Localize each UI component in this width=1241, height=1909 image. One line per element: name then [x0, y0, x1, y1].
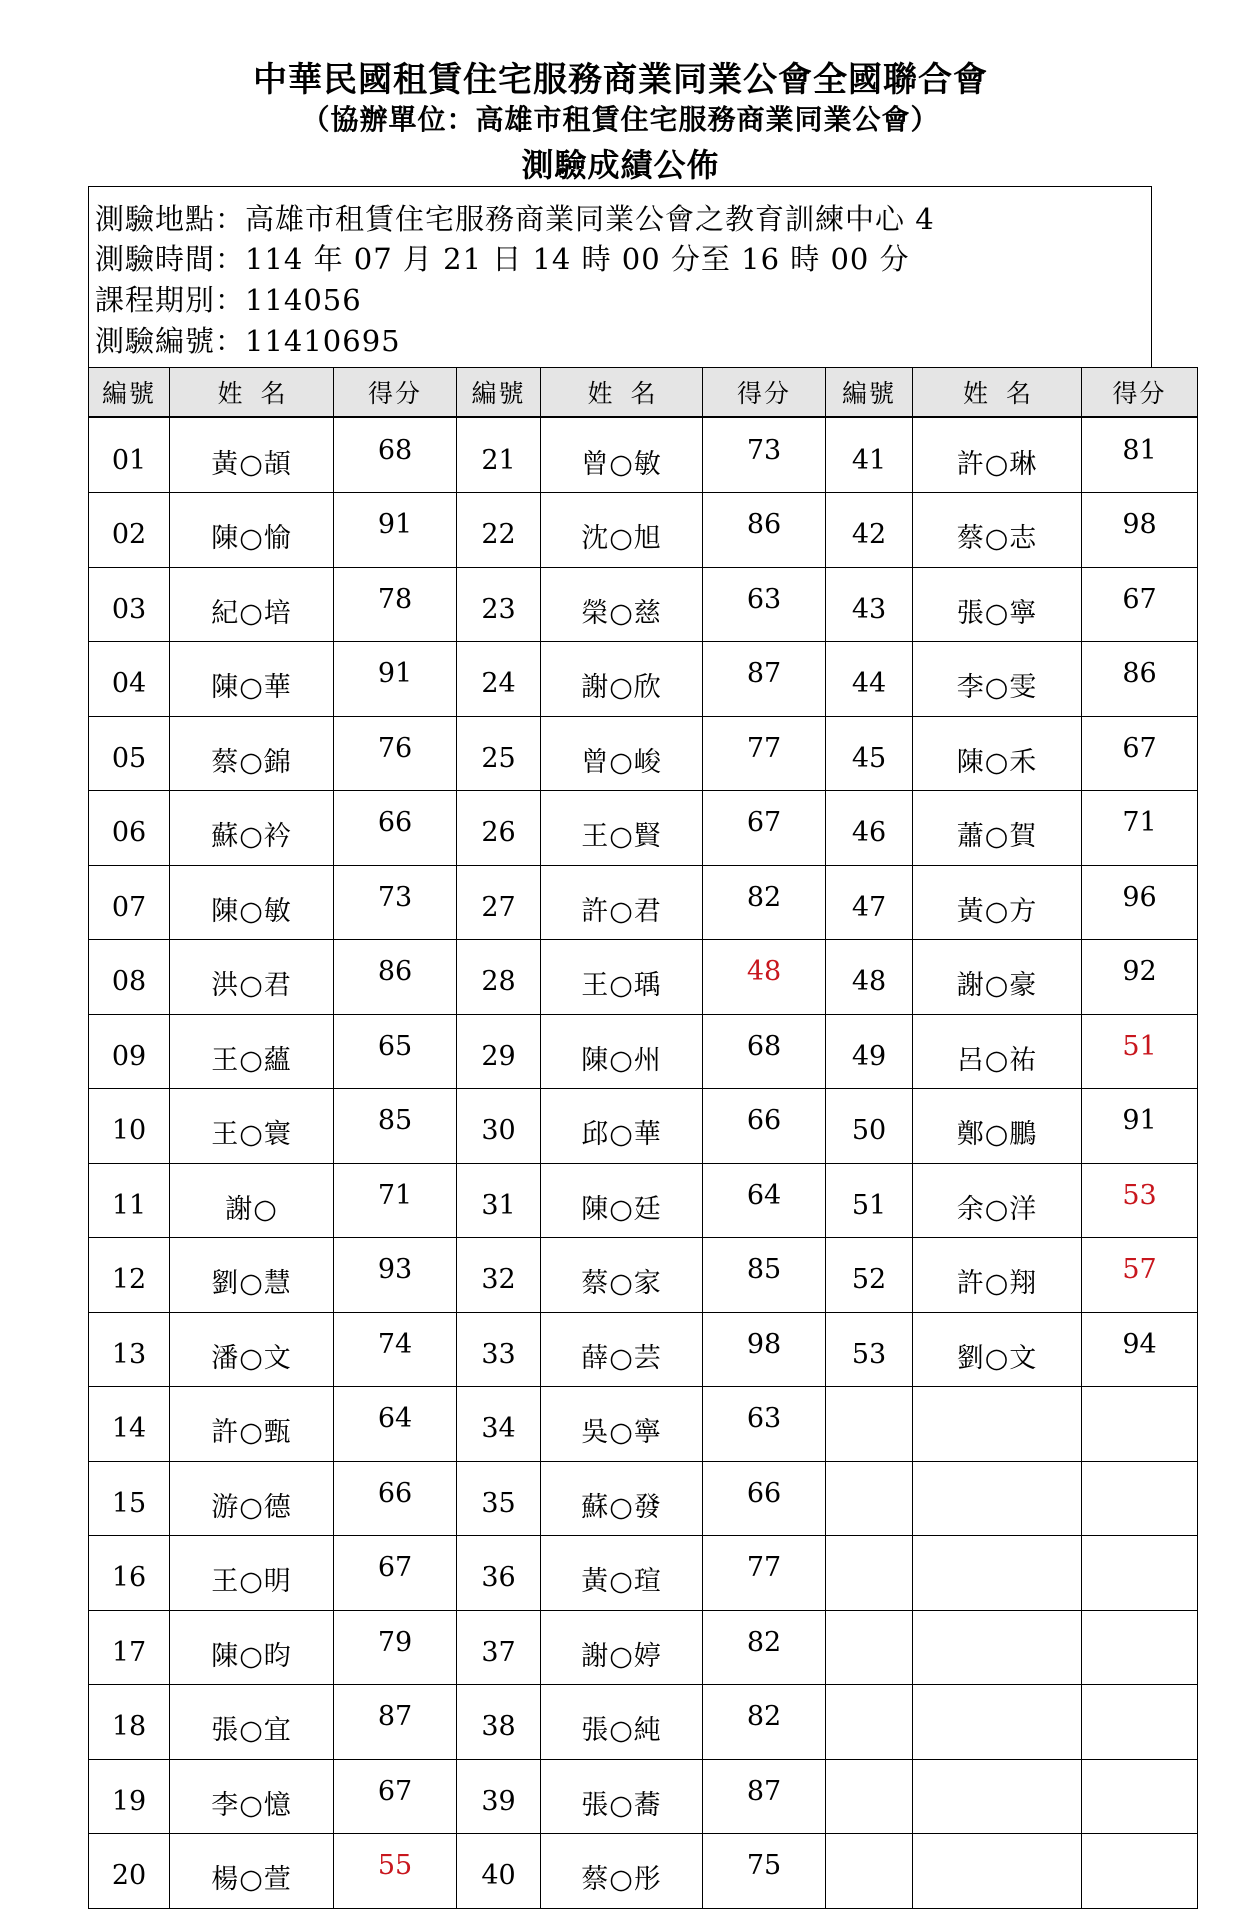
entry-number: 08	[89, 940, 170, 1015]
table-row	[89, 716, 1198, 791]
entry-score: 66	[703, 1089, 826, 1164]
empty-cell	[913, 1685, 1082, 1760]
entry-number: 07	[89, 865, 170, 940]
table-row	[89, 567, 1198, 642]
entry-score: 66	[334, 1461, 457, 1536]
entry-name: 曾○峻	[541, 716, 703, 791]
entry-name: 蘇○衿	[170, 791, 334, 866]
entry-name: 薛○芸	[541, 1312, 703, 1387]
entry-name: 呂○祐	[913, 1014, 1082, 1089]
scores-table	[88, 367, 1198, 1909]
empty-cell	[826, 1759, 913, 1834]
entry-name: 王○瑀	[541, 940, 703, 1015]
table-row	[89, 940, 1198, 1015]
entry-number: 28	[457, 940, 541, 1015]
table-row	[89, 417, 1198, 493]
entry-number: 15	[89, 1461, 170, 1536]
entry-number: 26	[457, 791, 541, 866]
entry-score: 68	[703, 1014, 826, 1089]
exam-time: 測驗時間：114 年 07 月 21 日 14 時 00 分至 16 時 00 分	[95, 242, 910, 276]
entry-score: 67	[703, 791, 826, 866]
entry-number: 49	[826, 1014, 913, 1089]
empty-cell	[826, 1461, 913, 1536]
scores-body	[89, 417, 1198, 1908]
entry-number: 46	[826, 791, 913, 866]
column-header: 得分	[334, 368, 457, 418]
entry-number: 14	[89, 1387, 170, 1462]
empty-cell	[913, 1387, 1082, 1462]
entry-number: 32	[457, 1238, 541, 1313]
entry-name: 張○純	[541, 1685, 703, 1760]
entry-name: 洪○君	[170, 940, 334, 1015]
empty-cell	[826, 1685, 913, 1760]
entry-number: 12	[89, 1238, 170, 1313]
entry-score: 64	[703, 1163, 826, 1238]
entry-name: 蘇○發	[541, 1461, 703, 1536]
entry-score: 79	[334, 1610, 457, 1685]
entry-score: 86	[334, 940, 457, 1015]
entry-number: 45	[826, 716, 913, 791]
entry-score: 57	[1082, 1238, 1198, 1313]
entry-name: 沈○旭	[541, 493, 703, 568]
entry-number: 31	[457, 1163, 541, 1238]
entry-number: 29	[457, 1014, 541, 1089]
entry-score: 67	[1082, 567, 1198, 642]
entry-score: 87	[703, 1759, 826, 1834]
entry-score: 48	[703, 940, 826, 1015]
column-header: 姓名	[541, 368, 703, 418]
entry-number: 02	[89, 493, 170, 568]
entry-score: 77	[703, 716, 826, 791]
empty-cell	[913, 1536, 1082, 1611]
entry-number: 42	[826, 493, 913, 568]
entry-name: 吳○寧	[541, 1387, 703, 1462]
entry-name: 蕭○賀	[913, 791, 1082, 866]
entry-name: 張○寧	[913, 567, 1082, 642]
entry-number: 23	[457, 567, 541, 642]
column-header: 編號	[826, 368, 913, 418]
table-row	[89, 642, 1198, 717]
entry-score: 67	[1082, 716, 1198, 791]
entry-name: 王○蘊	[170, 1014, 334, 1089]
empty-cell	[826, 1834, 913, 1909]
table-row	[89, 1685, 1198, 1760]
entry-name: 楊○萱	[170, 1834, 334, 1909]
entry-name: 李○雯	[913, 642, 1082, 717]
entry-number: 13	[89, 1312, 170, 1387]
table-row	[89, 1014, 1198, 1089]
entry-name: 陳○禾	[913, 716, 1082, 791]
entry-name: 余○洋	[913, 1163, 1082, 1238]
exam-info-box	[88, 186, 1152, 368]
entry-name: 黃○頡	[170, 417, 334, 493]
entry-score: 81	[1082, 417, 1198, 493]
entry-score: 65	[334, 1014, 457, 1089]
entry-name: 陳○昀	[170, 1610, 334, 1685]
entry-name: 蔡○彤	[541, 1834, 703, 1909]
table-row	[89, 1387, 1198, 1462]
column-header: 姓名	[170, 368, 334, 418]
entry-score: 78	[334, 567, 457, 642]
entry-score: 87	[334, 1685, 457, 1760]
entry-score: 64	[334, 1387, 457, 1462]
entry-score: 66	[334, 791, 457, 866]
entry-name: 張○蕎	[541, 1759, 703, 1834]
entry-score: 87	[703, 642, 826, 717]
entry-number: 16	[89, 1536, 170, 1611]
column-header: 編號	[457, 368, 541, 418]
table-header-row	[89, 368, 1198, 418]
entry-number: 22	[457, 493, 541, 568]
entry-number: 03	[89, 567, 170, 642]
table-row	[89, 493, 1198, 568]
entry-score: 86	[703, 493, 826, 568]
entry-score: 68	[334, 417, 457, 493]
entry-number: 51	[826, 1163, 913, 1238]
empty-cell	[826, 1387, 913, 1462]
entry-number: 19	[89, 1759, 170, 1834]
entry-score: 91	[334, 493, 457, 568]
entry-score: 66	[703, 1461, 826, 1536]
entry-number: 09	[89, 1014, 170, 1089]
entry-score: 55	[334, 1834, 457, 1909]
entry-number: 38	[457, 1685, 541, 1760]
entry-score: 91	[334, 642, 457, 717]
table-row	[89, 1461, 1198, 1536]
entry-number: 01	[89, 417, 170, 493]
table-row	[89, 1610, 1198, 1685]
table-row	[89, 1089, 1198, 1164]
entry-number: 41	[826, 417, 913, 493]
entry-name: 黃○方	[913, 865, 1082, 940]
entry-number: 48	[826, 940, 913, 1015]
table-row	[89, 1536, 1198, 1611]
entry-score: 85	[334, 1089, 457, 1164]
entry-score: 76	[334, 716, 457, 791]
empty-cell	[913, 1834, 1082, 1909]
entry-score: 85	[703, 1238, 826, 1313]
entry-score: 96	[1082, 865, 1198, 940]
entry-name: 蔡○志	[913, 493, 1082, 568]
entry-score: 74	[334, 1312, 457, 1387]
entry-score: 53	[1082, 1163, 1198, 1238]
entry-score: 82	[703, 1685, 826, 1760]
entry-name: 許○翔	[913, 1238, 1082, 1313]
entry-number: 33	[457, 1312, 541, 1387]
column-header: 得分	[703, 368, 826, 418]
entry-number: 20	[89, 1834, 170, 1909]
entry-score: 91	[1082, 1089, 1198, 1164]
entry-score: 98	[703, 1312, 826, 1387]
column-header: 編號	[89, 368, 170, 418]
entry-score: 51	[1082, 1014, 1198, 1089]
entry-number: 17	[89, 1610, 170, 1685]
entry-name: 陳○廷	[541, 1163, 703, 1238]
entry-number: 47	[826, 865, 913, 940]
entry-number: 05	[89, 716, 170, 791]
empty-cell	[913, 1759, 1082, 1834]
entry-name: 陳○州	[541, 1014, 703, 1089]
empty-cell	[1082, 1685, 1198, 1760]
entry-score: 63	[703, 1387, 826, 1462]
empty-cell	[1082, 1759, 1198, 1834]
empty-cell	[1082, 1387, 1198, 1462]
entry-number: 27	[457, 865, 541, 940]
entry-name: 陳○敏	[170, 865, 334, 940]
table-row	[89, 1238, 1198, 1313]
entry-name: 蔡○家	[541, 1238, 703, 1313]
entry-score: 98	[1082, 493, 1198, 568]
empty-cell	[1082, 1461, 1198, 1536]
entry-name: 鄭○鵬	[913, 1089, 1082, 1164]
exam-location: 測驗地點：高雄市租賃住宅服務商業同業公會之教育訓練中心 4	[95, 202, 935, 236]
entry-name: 謝○婷	[541, 1610, 703, 1685]
document-subtitle: （協辦單位：高雄市租賃住宅服務商業同業公會）	[301, 103, 940, 136]
entry-name: 紀○培	[170, 567, 334, 642]
entry-name: 曾○敏	[541, 417, 703, 493]
empty-cell	[826, 1536, 913, 1611]
entry-name: 謝○欣	[541, 642, 703, 717]
entry-score: 82	[703, 1610, 826, 1685]
entry-name: 許○甄	[170, 1387, 334, 1462]
entry-number: 10	[89, 1089, 170, 1164]
entry-number: 36	[457, 1536, 541, 1611]
empty-cell	[1082, 1536, 1198, 1611]
entry-score: 94	[1082, 1312, 1198, 1387]
column-header: 得分	[1082, 368, 1198, 418]
entry-number: 52	[826, 1238, 913, 1313]
entry-number: 50	[826, 1089, 913, 1164]
entry-name: 張○宜	[170, 1685, 334, 1760]
entry-score: 82	[703, 865, 826, 940]
entry-number: 04	[89, 642, 170, 717]
entry-number: 11	[89, 1163, 170, 1238]
entry-name: 劉○慧	[170, 1238, 334, 1313]
table-row	[89, 1163, 1198, 1238]
entry-score: 71	[1082, 791, 1198, 866]
table-row	[89, 865, 1198, 940]
entry-name: 陳○華	[170, 642, 334, 717]
document-heading: 測驗成績公佈	[521, 146, 720, 184]
entry-number: 21	[457, 417, 541, 493]
entry-score: 93	[334, 1238, 457, 1313]
entry-number: 40	[457, 1834, 541, 1909]
empty-cell	[1082, 1610, 1198, 1685]
entry-name: 陳○愉	[170, 493, 334, 568]
entry-number: 35	[457, 1461, 541, 1536]
entry-score: 75	[703, 1834, 826, 1909]
entry-name: 謝○	[170, 1163, 334, 1238]
exam-number: 測驗編號：11410695	[95, 324, 401, 358]
table-row	[89, 1834, 1198, 1909]
entry-score: 92	[1082, 940, 1198, 1015]
entry-name: 許○君	[541, 865, 703, 940]
entry-number: 24	[457, 642, 541, 717]
entry-score: 77	[703, 1536, 826, 1611]
entry-name: 許○琳	[913, 417, 1082, 493]
entry-name: 黃○瑄	[541, 1536, 703, 1611]
entry-number: 39	[457, 1759, 541, 1834]
table-row	[89, 1759, 1198, 1834]
entry-name: 王○賢	[541, 791, 703, 866]
entry-number: 34	[457, 1387, 541, 1462]
entry-name: 蔡○錦	[170, 716, 334, 791]
entry-name: 榮○慈	[541, 567, 703, 642]
entry-score: 67	[334, 1759, 457, 1834]
table-row	[89, 1312, 1198, 1387]
entry-number: 44	[826, 642, 913, 717]
entry-number: 25	[457, 716, 541, 791]
entry-number: 06	[89, 791, 170, 866]
entry-number: 53	[826, 1312, 913, 1387]
empty-cell	[913, 1461, 1082, 1536]
entry-score: 86	[1082, 642, 1198, 717]
entry-name: 游○德	[170, 1461, 334, 1536]
course-period: 課程期別：114056	[95, 283, 362, 317]
entry-name: 李○憶	[170, 1759, 334, 1834]
entry-name: 劉○文	[913, 1312, 1082, 1387]
column-header: 姓名	[913, 368, 1082, 418]
table-row	[89, 791, 1198, 866]
entry-name: 謝○豪	[913, 940, 1082, 1015]
entry-number: 37	[457, 1610, 541, 1685]
entry-score: 73	[334, 865, 457, 940]
entry-number: 30	[457, 1089, 541, 1164]
entry-score: 71	[334, 1163, 457, 1238]
entry-number: 43	[826, 567, 913, 642]
document-title: 中華民國租賃住宅服務商業同業公會全國聯合會	[253, 60, 988, 100]
entry-score: 73	[703, 417, 826, 493]
empty-cell	[1082, 1834, 1198, 1909]
entry-name: 邱○華	[541, 1089, 703, 1164]
empty-cell	[826, 1610, 913, 1685]
empty-cell	[913, 1610, 1082, 1685]
entry-name: 王○明	[170, 1536, 334, 1611]
entry-name: 王○寰	[170, 1089, 334, 1164]
entry-score: 67	[334, 1536, 457, 1611]
entry-name: 潘○文	[170, 1312, 334, 1387]
entry-number: 18	[89, 1685, 170, 1760]
entry-score: 63	[703, 567, 826, 642]
